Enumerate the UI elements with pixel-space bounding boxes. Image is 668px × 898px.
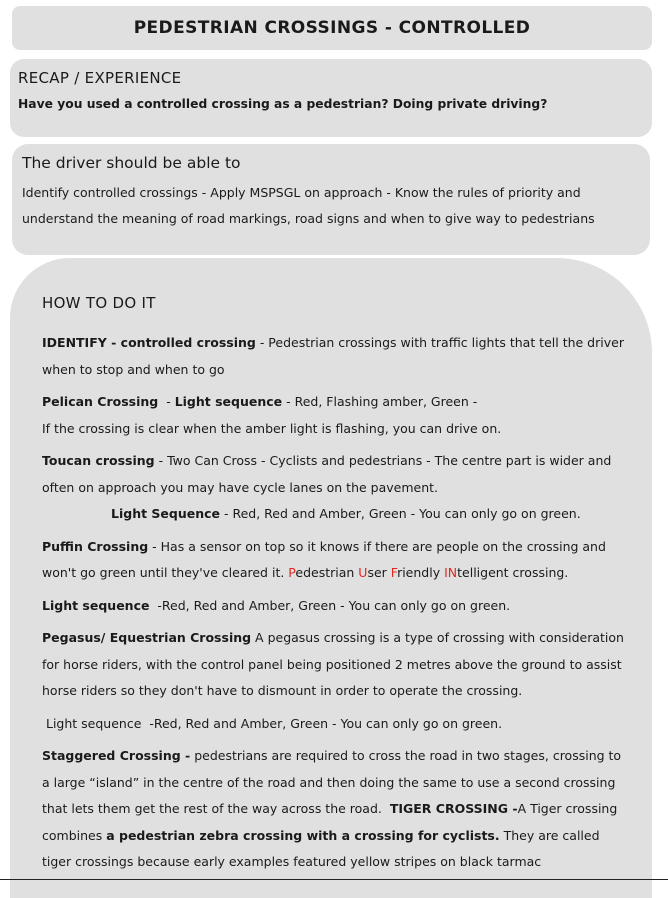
toucan-text: - Two Can Cross - Cyclists and pedestrians - The centre part is wider and often on approach you may have cycle lanes on the pavement.: [42, 453, 612, 495]
pegasus-paragraph: [42, 625, 632, 705]
pelican-sequence-label: Light sequence: [174, 394, 283, 409]
pelican-paragraph: [42, 389, 632, 442]
pegasus-text: A pegasus crossing is a type of crossing with consideration for horse riders, with the control panel being positioned 2 metres above the ground to assist horse riders so they don't have to dismount in order to operate the crossing.: [42, 630, 624, 698]
acronym-word-friendly: riendly: [397, 565, 445, 580]
staggered-label: Staggered Crossing -: [42, 748, 191, 763]
identify-paragraph: [42, 330, 632, 383]
identify-text: - Pedestrian crossings with traffic lights that tell the driver when to stop and when to go: [42, 335, 624, 377]
puffin-sequence: [42, 593, 632, 620]
staggered-paragraph: [42, 743, 632, 876]
toucan-sequence: [42, 501, 632, 528]
staggered-text: pedestrians are required to cross the road in two stages, crossing to a large “island” in the centre of the road and then doing the same to use a second crossing that lets them get the rest of the way across the road.: [42, 748, 626, 816]
recap-heading: RECAP / EXPERIENCE: [18, 69, 182, 87]
title-banner: [12, 6, 652, 50]
acronym-letter-in: IN: [444, 565, 458, 580]
tiger-text-end: They are called tiger crossings because early examples featured yellow stripes on black tarmac: [42, 827, 600, 869]
puffin-label: Puffin Crossing: [42, 538, 149, 554]
puffin-acronym: [288, 565, 568, 580]
tiger-text: A Tiger crossing combines: [42, 801, 618, 843]
puffin-sequence-text: -Red, Red and Amber, Green - You can only go on green.: [149, 597, 511, 613]
aims-heading: The driver should be able to: [22, 154, 241, 172]
puffin-sequence-label: Light sequence: [42, 597, 150, 613]
recap-question: Have you used a controlled crossing as a pedestrian? Doing private driving?: [18, 97, 548, 111]
acronym-word-intelligent: telligent crossing.: [457, 565, 569, 580]
puffin-text: - Has a sensor on top so it knows if there are people on the crossing and won't go green until they've cleared it.: [42, 538, 606, 580]
toucan-sequence-text: - Red, Red and Amber, Green - You can only go on green.: [220, 506, 581, 521]
acronym-letter-f: F: [390, 565, 398, 580]
toucan-label: Toucan crossing: [42, 453, 155, 468]
aims-text: Identify controlled crossings - Apply MSPSGL on approach - Know the rules of priority and understand the meaning of road markings, road signs and when to give way to pedestrians: [22, 185, 595, 226]
how-heading: HOW TO DO IT: [42, 294, 156, 312]
acronym-letter-u: U: [358, 565, 368, 580]
pelican-label: Pelican Crossing: [42, 394, 159, 409]
pelican-note: If the crossing is clear when the amber light is flashing, you can drive on.: [42, 420, 502, 436]
page-title: PEDESTRIAN CROSSINGS - CONTROLLED: [133, 18, 531, 38]
how-to-section: [10, 258, 652, 898]
puffin-paragraph: [42, 534, 632, 587]
toucan-sequence-label: Light Sequence: [111, 506, 221, 521]
pegasus-label: Pegasus/ Equestrian Crossing: [42, 630, 252, 645]
toucan-paragraph: [42, 448, 632, 528]
pelican-sequence-text: - Red, Flashing amber, Green -: [282, 394, 478, 409]
recap-section: [10, 59, 652, 137]
pelican-separator: -: [158, 394, 175, 409]
acronym-word-user: ser: [367, 565, 391, 580]
page-bottom-rule: [0, 879, 668, 880]
tiger-bold-text: a pedestrian zebra crossing with a crossing for cyclists.: [106, 827, 500, 843]
tiger-label: TIGER CROSSING -: [389, 801, 518, 816]
pegasus-sequence: Light sequence -Red, Red and Amber, Green - You can only go on green.: [46, 715, 503, 731]
acronym-letter-p: P: [288, 565, 296, 580]
acronym-word-pedestrian: edestrian: [295, 565, 359, 580]
aims-section: [12, 144, 650, 255]
identify-label: IDENTIFY - controlled crossing: [42, 335, 256, 350]
